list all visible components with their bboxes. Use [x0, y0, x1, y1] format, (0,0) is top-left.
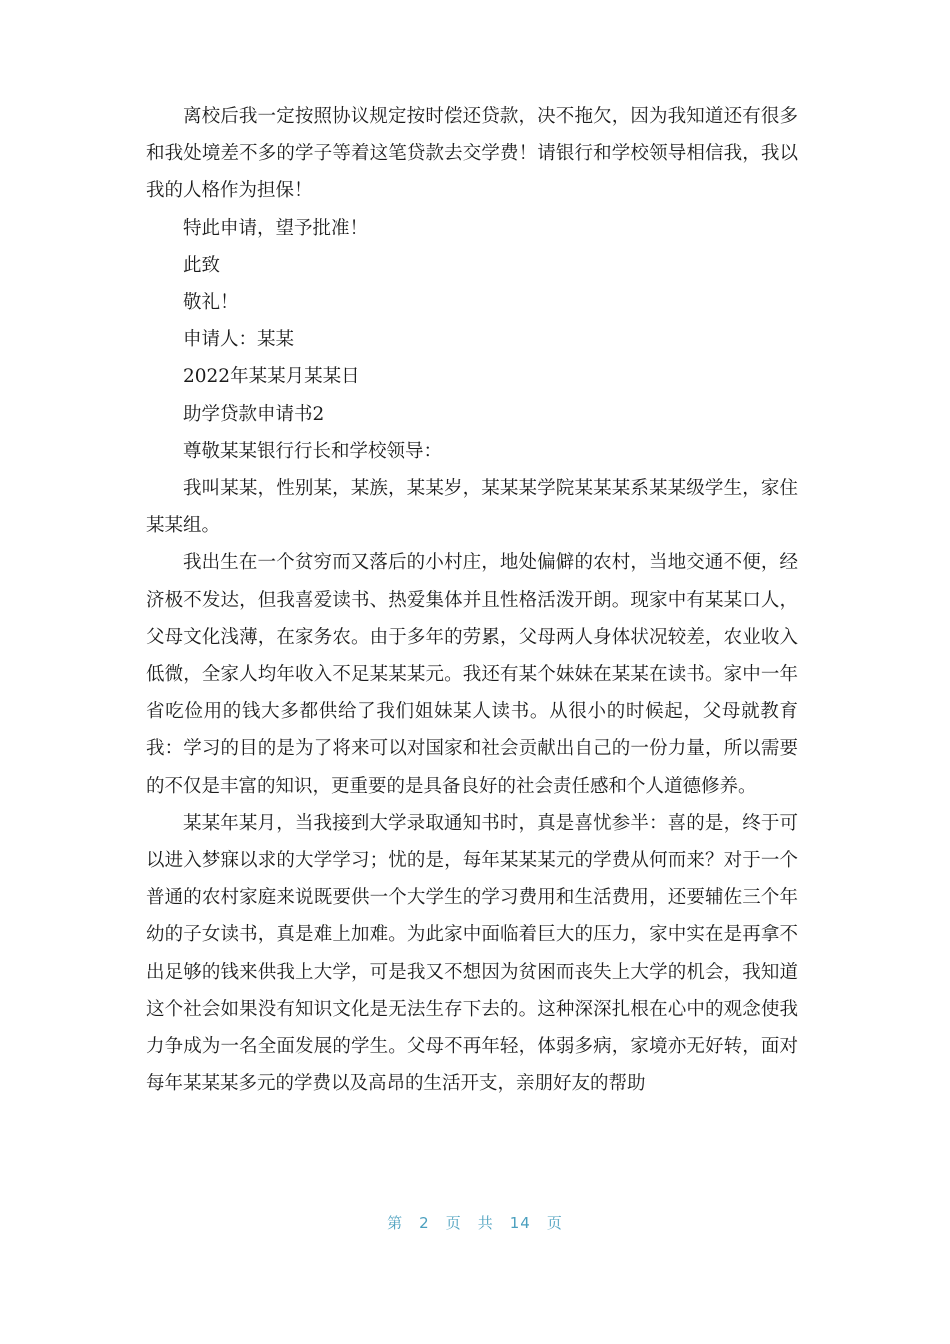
paragraph-salutation-jingli: 敬礼！ — [183, 292, 239, 314]
footer-page-number: 2 — [419, 1214, 430, 1232]
footer-total-pages: 14 — [509, 1214, 531, 1232]
footer-gong: 共 — [477, 1214, 494, 1232]
letter-greeting: 尊敬某某银行行长和学校领导： — [183, 440, 443, 462]
paragraph-family-background: 我出生在一个贫穷而又落后的小村庄，地处偏僻的农村，当地交通不便，经济极不发达，但我喜爱读书、热爱集体并且性格活泼开朗。现家中有某某口人，父母文化浅薄，在家务农。由于多年的劳累，父母两人身体状况较差，农业收入低微，全家人均年收入不足某某某元。我还有某个妹妹在某某在读书。家中一年省吃俭用的钱大多都供给了我们姐妹某人读书。从很小的时候起，父母就教育我：学习的目的是为了将来可以对国家和社会贡献出自己的一份力量，所以需要的不仅是丰富的知识，更重要的是具备良好的社会责任感和个人道德修养。 — [146, 552, 798, 797]
application-date: 2022年某某月某某日 — [183, 366, 360, 388]
page-footer — [0, 1212, 950, 1233]
footer-ye: 页 — [445, 1214, 462, 1232]
paragraph-self-intro: 我叫某某，性别某，某族，某某岁，某某某学院某某某系某某级学生，家住某某组。 — [146, 478, 798, 537]
footer-ye-2: 页 — [546, 1214, 563, 1232]
section-title: 助学贷款申请书2 — [183, 403, 325, 425]
applicant-name: 申请人：某某 — [183, 329, 295, 351]
document-body — [146, 98, 798, 1102]
paragraph-repayment-pledge: 离校后我一定按照协议规定按时偿还贷款，决不拖欠，因为我知道还有很多和我处境差不多的学子等着这笔贷款去交学费！请银行和学校领导相信我，我以我的人格作为担保！ — [146, 106, 798, 202]
footer-di: 第 — [387, 1214, 404, 1232]
paragraph-request-approval: 特此申请，望予批准！ — [183, 217, 369, 239]
paragraph-salutation-cizhi: 此致 — [183, 254, 221, 276]
paragraph-admission-difficulty: 某某年某月，当我接到大学录取通知书时，真是喜忧参半：喜的是，终于可以进入梦寐以求的大学学习；忧的是，每年某某某元的学费从何而来？对于一个普通的农村家庭来说既要供一个大学生的学习费用和生活费用，还要辅佐三个年幼的子女读书，真是难上加难。为此家中面临着巨大的压力，家中实在是再拿不出足够的钱来供我上大学，可是我又不想因为贫困而丧失上大学的机会，我知道这个社会如果没有知识文化是无法生存下去的。这种深深扎根在心中的观念使我力争成为一名全面发展的学生。父母不再年轻，体弱多病，家境亦无好转，面对每年某某某多元的学费以及高昂的生活开支，亲朋好友的帮助 — [146, 812, 798, 1095]
